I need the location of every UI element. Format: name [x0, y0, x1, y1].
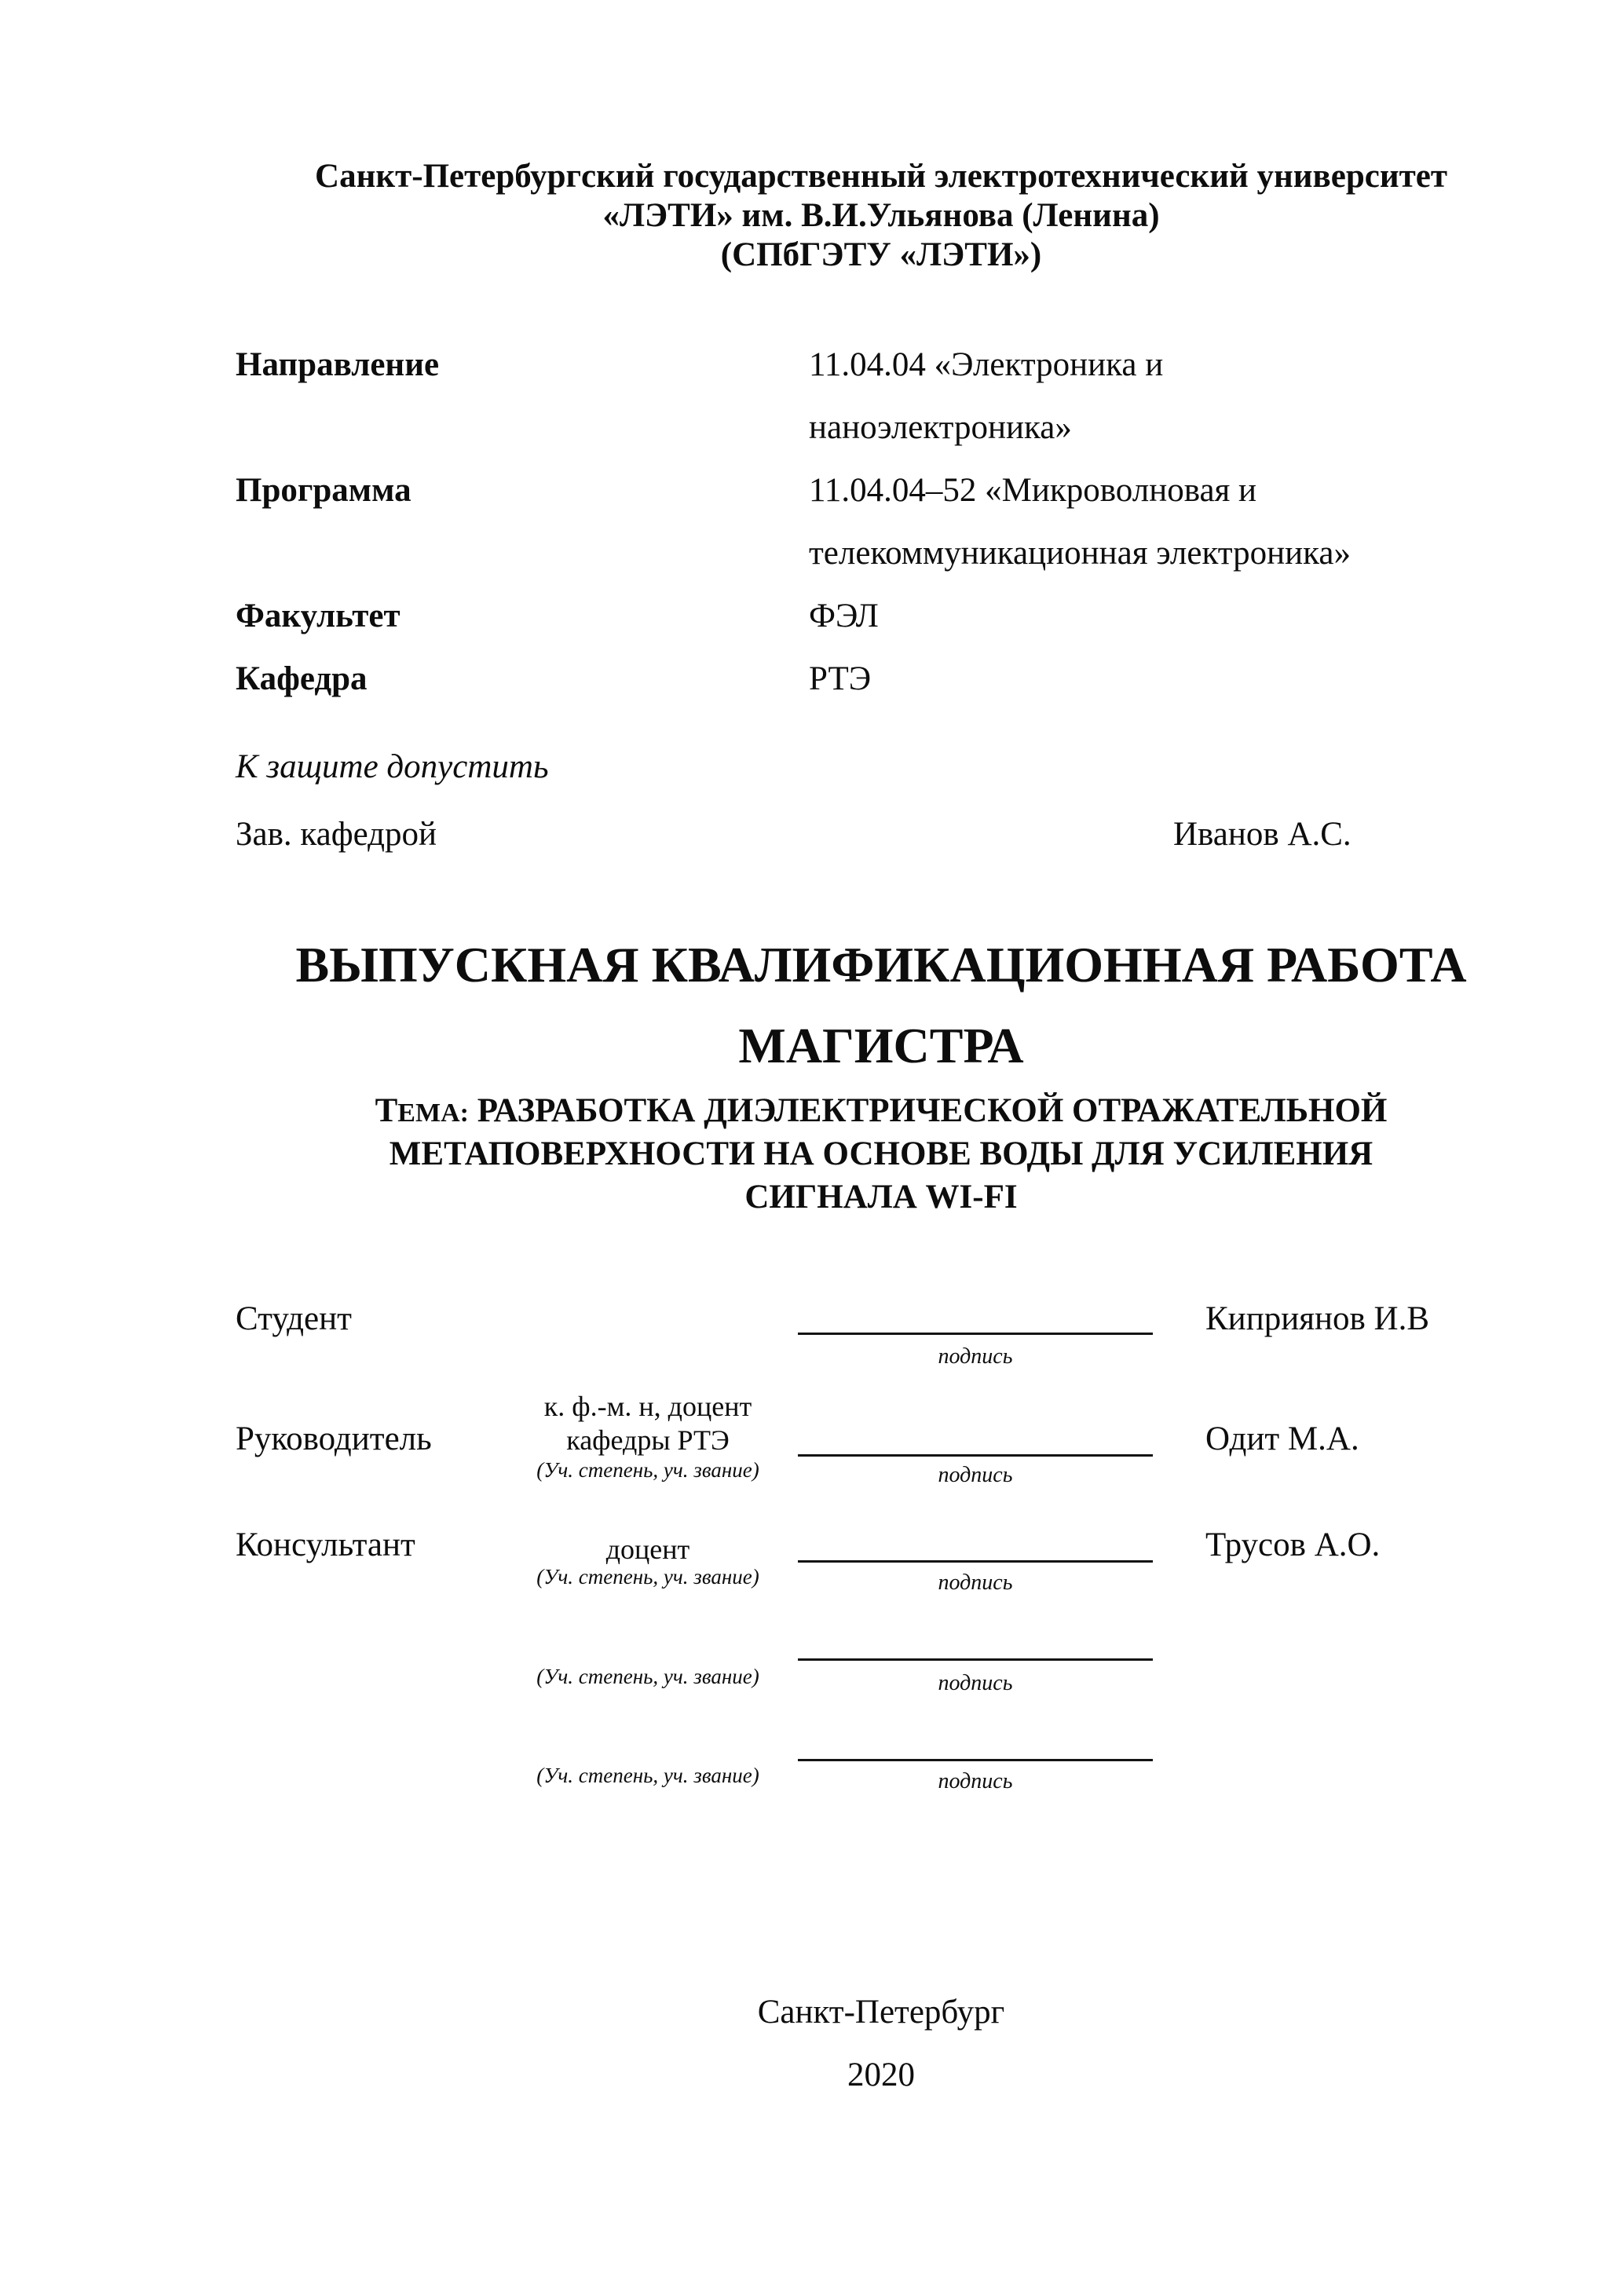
supervisor-qualification-line1: к. ф.-м. н, доцент: [543, 1391, 752, 1422]
consultant-role-label: Консультант: [236, 1526, 415, 1563]
faculty-value: ФЭЛ: [809, 598, 879, 634]
university-name-line3: (СПбГЭТУ «ЛЭТИ»): [720, 236, 1042, 273]
faculty-label: Факультет: [236, 598, 401, 634]
university-header: [236, 157, 1527, 275]
topic-line1: [166, 1091, 1596, 1130]
university-name-line1: Санкт-Петербургский государственный электротехнический университет: [315, 158, 1447, 195]
degree-caption: (Уч. степень, уч. звание): [536, 1764, 759, 1787]
direction-value-line2: наноэлектроника»: [809, 409, 1072, 446]
degree-caption: (Уч. степень, уч. звание): [536, 1565, 759, 1589]
signature-line: [798, 1333, 1153, 1335]
topic-label-smallcaps: ЕМА:: [397, 1099, 469, 1128]
program-label: Программа: [236, 472, 411, 509]
signature-caption: подпись: [938, 1769, 1013, 1793]
signature-line: [798, 1560, 1153, 1563]
department-label: Кафедра: [236, 660, 368, 697]
topic-line2: МЕТАПОВЕРХНОСТИ НА ОСНОВЕ ВОДЫ ДЛЯ УСИЛЕНИЯ: [389, 1135, 1373, 1172]
direction-value-line1: 11.04.04 «Электроника и: [809, 346, 1164, 383]
student-name: Киприянов И.В: [1205, 1300, 1430, 1337]
admission-note: К защите допустить: [236, 748, 549, 785]
topic-label-cap: Т: [375, 1092, 398, 1129]
department-head-label: Зав. кафедрой: [236, 816, 437, 853]
signature-caption: подпись: [938, 1463, 1013, 1487]
supervisor-qualification-line2: кафедры РТЭ: [566, 1424, 730, 1456]
topic-text-line1: РАЗРАБОТКА ДИЭЛЕКТРИЧЕСКОЙ ОТРАЖАТЕЛЬНОЙ: [477, 1092, 1388, 1129]
consultant-qualification: доцент: [605, 1534, 690, 1565]
degree-caption: (Уч. степень, уч. звание): [536, 1458, 759, 1482]
work-title: ВЫПУСКНАЯ КВАЛИФИКАЦИОННАЯ РАБОТА: [295, 937, 1467, 993]
signature-line: [798, 1658, 1153, 1661]
supervisor-name: Одит М.А.: [1205, 1420, 1359, 1457]
topic-line3: СИГНАЛА WI-FI: [744, 1179, 1018, 1216]
supervisor-role-label: Руководитель: [236, 1420, 432, 1457]
degree-caption: (Уч. степень, уч. звание): [536, 1665, 759, 1688]
signature-caption: подпись: [938, 1344, 1013, 1369]
student-role-label: Студент: [236, 1300, 352, 1337]
program-value-line2: телекоммуникационная электроника»: [809, 535, 1351, 572]
footer-city: Санкт-Петербург: [757, 1994, 1005, 2031]
footer-year: 2020: [847, 2057, 915, 2093]
university-name-line2: «ЛЭТИ» им. В.И.Ульянова (Ленина): [602, 197, 1160, 234]
program-value-line1: 11.04.04–52 «Микроволновая и: [809, 472, 1257, 509]
signature-caption: подпись: [938, 1570, 1013, 1595]
consultant-name: Трусов А.О.: [1205, 1526, 1381, 1563]
signature-line: [798, 1454, 1153, 1457]
signature-caption: подпись: [938, 1671, 1013, 1695]
direction-label: Направление: [236, 346, 440, 383]
signature-line: [798, 1759, 1153, 1761]
work-degree: МАГИСТРА: [738, 1018, 1024, 1073]
department-head-name: Иванов А.С.: [1173, 816, 1352, 853]
department-value: РТЭ: [809, 660, 872, 697]
